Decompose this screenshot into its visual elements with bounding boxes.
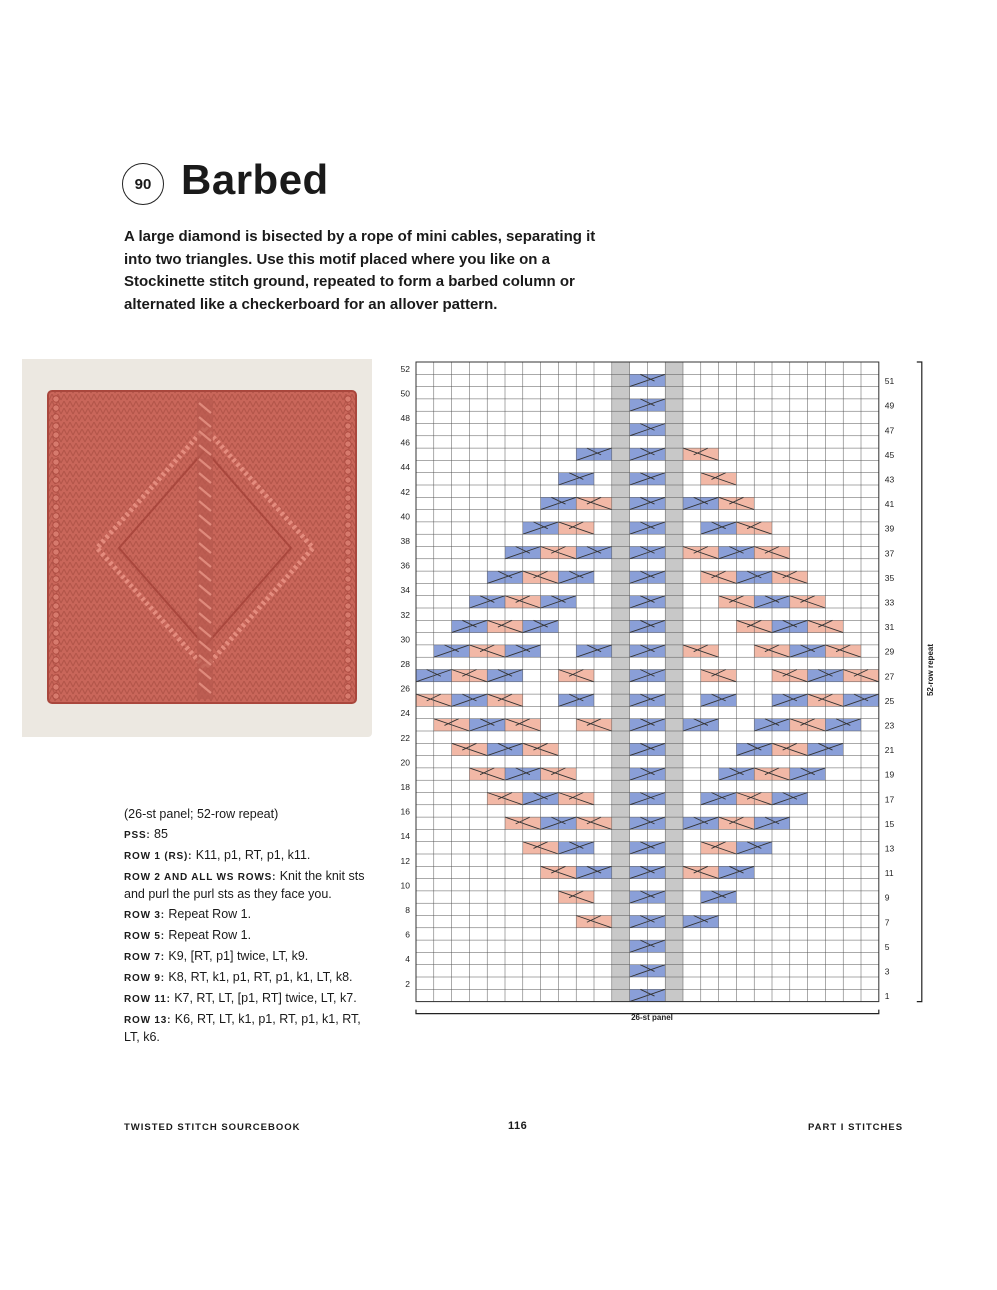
right-row-number: 7 bbox=[884, 917, 890, 928]
instruction-item: ROW 11: K7, RT, LT, [p1, RT] twice, LT, k7. bbox=[124, 991, 357, 1005]
right-row-number: 47 bbox=[884, 425, 895, 436]
instructions-summary: (26-st panel; 52-row repeat) bbox=[124, 807, 279, 821]
left-row-number: 34 bbox=[400, 585, 410, 596]
left-row-number: 32 bbox=[400, 609, 410, 620]
right-row-number: 17 bbox=[884, 794, 895, 805]
left-row-number: 12 bbox=[400, 855, 410, 866]
right-row-number: 31 bbox=[884, 622, 895, 633]
right-row-number: 9 bbox=[884, 892, 890, 903]
pattern-number: 90 bbox=[134, 175, 152, 193]
left-row-number: 22 bbox=[400, 732, 410, 743]
right-row-number: 13 bbox=[884, 843, 895, 854]
page-number: 116 bbox=[508, 1120, 528, 1132]
right-row-number: 49 bbox=[884, 400, 895, 411]
right-row-number: 29 bbox=[884, 646, 895, 657]
right-row-number: 23 bbox=[884, 720, 895, 731]
right-row-number: 43 bbox=[884, 474, 895, 485]
right-row-number: 19 bbox=[884, 769, 895, 780]
left-row-number: 18 bbox=[400, 782, 410, 792]
right-row-number: 27 bbox=[884, 671, 895, 682]
page-title: Barbed bbox=[181, 156, 329, 203]
left-row-number: 16 bbox=[400, 806, 410, 817]
repeat-label: 52-row repeat bbox=[926, 643, 935, 697]
left-row-number: 52 bbox=[400, 363, 410, 374]
panel-bracket bbox=[416, 1010, 879, 1014]
left-row-number: 46 bbox=[400, 437, 410, 448]
repeat-bracket bbox=[917, 362, 922, 1002]
left-row-number: 36 bbox=[400, 560, 410, 571]
chart-grid-group bbox=[416, 362, 879, 1002]
left-row-number: 50 bbox=[400, 388, 410, 399]
right-row-number: 33 bbox=[884, 597, 895, 608]
left-row-number: 26 bbox=[400, 683, 410, 694]
left-row-number: 30 bbox=[400, 634, 410, 645]
left-row-number: 20 bbox=[400, 757, 410, 768]
left-row-number: 40 bbox=[400, 511, 410, 522]
left-row-number: 8 bbox=[405, 905, 410, 915]
left-row-number: 42 bbox=[400, 486, 410, 497]
left-row-number: 24 bbox=[400, 708, 410, 719]
right-row-number: 5 bbox=[884, 941, 890, 952]
instruction-item: ROW 9: K8, RT, k1, p1, RT, p1, k1, LT, k8. bbox=[124, 970, 353, 984]
chart-svg bbox=[390, 360, 950, 1030]
instruction-item: ROW 3: Repeat Row 1. bbox=[124, 907, 252, 921]
instruction-item: ROW 13: K6, RT, LT, k1, p1, RT, p1, k1, RT, LT, k6. bbox=[124, 1012, 361, 1044]
knitted-swatch-image bbox=[22, 359, 372, 737]
pattern-number-badge bbox=[122, 163, 164, 205]
instruction-item: PSS: 85 bbox=[124, 827, 168, 841]
right-row-number: 21 bbox=[884, 745, 895, 756]
swatch-photo bbox=[22, 359, 372, 737]
panel-label: 26-st panel bbox=[631, 1013, 673, 1022]
instructions-list bbox=[124, 806, 374, 1049]
right-row-number: 11 bbox=[884, 868, 894, 879]
right-row-number: 3 bbox=[884, 966, 890, 977]
footer-book-title: TWISTED STITCH SOURCEBOOK bbox=[124, 1122, 301, 1133]
right-row-number: 35 bbox=[884, 572, 895, 583]
left-row-number: 6 bbox=[405, 929, 410, 940]
right-row-number: 37 bbox=[884, 548, 895, 559]
instruction-item: ROW 2 AND ALL WS ROWS: Knit the knit sts and purl the purl sts as they face you. bbox=[124, 869, 365, 901]
right-row-number: 25 bbox=[884, 695, 895, 706]
instruction-item: ROW 5: Repeat Row 1. bbox=[124, 928, 252, 942]
left-row-number: 44 bbox=[400, 462, 410, 473]
right-row-number: 45 bbox=[884, 449, 895, 460]
instruction-item: ROW 7: K9, [RT, p1] twice, LT, k9. bbox=[124, 949, 309, 963]
right-row-number: 1 bbox=[884, 991, 890, 1002]
left-row-number: 10 bbox=[400, 880, 410, 891]
right-row-number: 15 bbox=[884, 818, 895, 829]
knitting-chart bbox=[390, 360, 950, 1030]
right-row-number: 39 bbox=[884, 523, 895, 534]
left-row-number: 38 bbox=[400, 536, 410, 546]
left-row-number: 48 bbox=[400, 413, 410, 423]
instruction-item: ROW 1 (RS): K11, p1, RT, p1, k11. bbox=[124, 848, 311, 862]
intro-paragraph: A large diamond is bisected by a rope of mini cables, separating it into two triangles. Use this motif placed where you like on a Stockinette stitch ground, repeated to form a barbed column or alternated like a checkerboard for an allover pattern. bbox=[124, 228, 596, 313]
right-row-number: 51 bbox=[884, 376, 895, 387]
left-row-number: 4 bbox=[405, 954, 410, 965]
left-row-number: 28 bbox=[400, 659, 410, 669]
right-row-number: 41 bbox=[884, 499, 895, 510]
left-row-number: 2 bbox=[405, 978, 410, 989]
footer-section: PART I STITCHES bbox=[808, 1122, 904, 1133]
left-row-number: 14 bbox=[400, 831, 410, 842]
